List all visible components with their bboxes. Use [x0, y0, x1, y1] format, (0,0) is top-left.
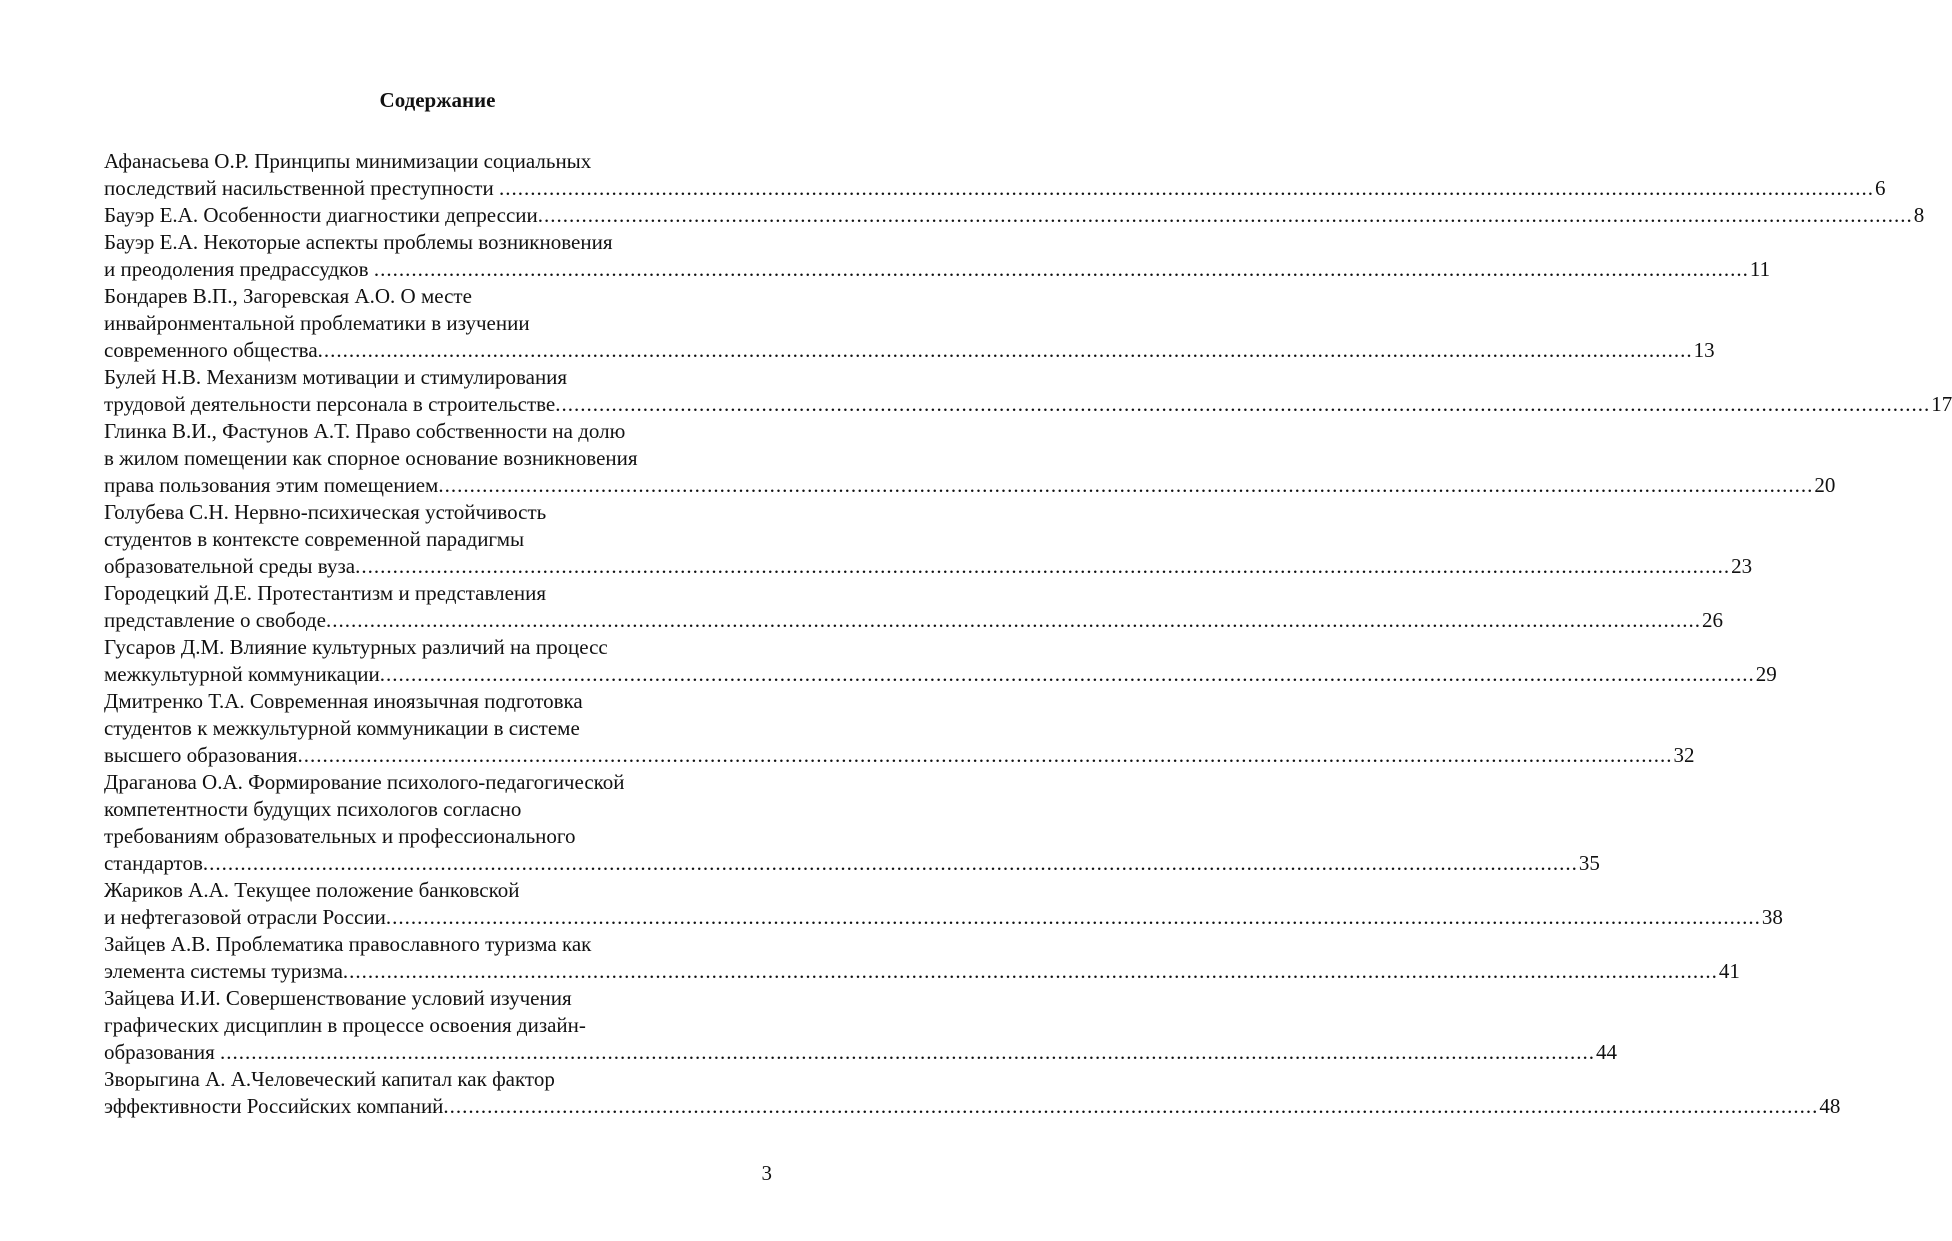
toc-entry-text: межкультурной коммуникации	[104, 662, 380, 686]
toc-entry-line: в жилом помещении как спорное основание возникновения	[104, 446, 638, 470]
toc-entry-page: 29	[1755, 662, 1777, 686]
toc-entry-page: 17	[1931, 392, 1952, 416]
table-of-contents	[104, 148, 1952, 1120]
toc-entry-line: студентов к межкультурной коммуникации в системе	[104, 716, 580, 740]
toc-entry-page: 6	[1874, 176, 1886, 200]
toc-entry-line: студентов в контексте современной парадигмы	[104, 527, 525, 551]
dot-leader: ............................................................................................................................................................................................................................	[385, 905, 1761, 929]
toc-entry-line: Зворыгина А. А.Человеческий капитал как фактор	[104, 1067, 555, 1091]
toc-entry	[104, 418, 1836, 499]
toc-entry-page: 41	[1718, 959, 1740, 983]
toc-entry-text: трудовой деятельности персонала в строительстве	[104, 392, 556, 416]
dot-leader: ............................................................................................................................................................................................................................	[555, 392, 1931, 416]
toc-entry-last-line	[104, 202, 1925, 229]
toc-entry	[104, 931, 1740, 985]
toc-entry-line: Зайцев А.В. Проблематика православного туризма как	[104, 932, 592, 956]
toc-entry-page: 38	[1761, 905, 1783, 929]
dot-leader: ............................................................................................................................................................................................................................	[498, 176, 1874, 200]
toc-entry-last-line	[104, 958, 1740, 985]
toc-entry-line: Булей Н.В. Механизм мотивации и стимулирования	[104, 365, 568, 389]
toc-entry	[104, 202, 1925, 229]
toc-entry-line: инвайронментальной проблематики в изучении	[104, 311, 530, 335]
dot-leader: ............................................................................................................................................................................................................................	[373, 257, 1749, 281]
toc-entry-line: Драганова О.А. Формирование психолого-педагогической	[104, 770, 625, 794]
toc-entry	[104, 769, 1600, 877]
toc-entry-last-line	[104, 850, 1600, 877]
toc-entry	[104, 634, 1777, 688]
toc-entry-text: Бауэр Е.А. Особенности диагностики депрессии	[104, 203, 538, 227]
toc-entry-text: права пользования этим помещением	[104, 473, 439, 497]
dot-leader: ............................................................................................................................................................................................................................	[537, 203, 1913, 227]
page-title: Содержание	[379, 88, 496, 112]
toc-entry-line: графических дисциплин в процессе освоения дизайн-	[104, 1013, 586, 1037]
dot-leader: ............................................................................................................................................................................................................................	[317, 338, 1693, 362]
toc-entry-line: требованиям образовательных и профессионального	[104, 824, 576, 848]
toc-entry-page: 48	[1819, 1094, 1841, 1118]
toc-entry-last-line	[104, 553, 1753, 580]
toc-entry-page: 13	[1693, 338, 1715, 362]
dot-leader: ............................................................................................................................................................................................................................	[220, 1040, 1596, 1064]
toc-entry	[104, 580, 1723, 634]
toc-entry-line: Бондарев В.П., Загоревская А.О. О месте	[104, 284, 472, 308]
toc-entry-text: последствий насильственной преступности	[104, 176, 499, 200]
toc-entry-page: 26	[1701, 608, 1723, 632]
toc-entry-last-line	[104, 904, 1783, 931]
toc-entry	[104, 1066, 1841, 1120]
toc-entry-last-line	[104, 742, 1695, 769]
toc-entry-page: 20	[1814, 473, 1836, 497]
dot-leader: ............................................................................................................................................................................................................................	[379, 662, 1755, 686]
toc-entry-line: Гусаров Д.М. Влияние культурных различий на процесс	[104, 635, 608, 659]
dot-leader: ............................................................................................................................................................................................................................	[438, 473, 1814, 497]
toc-entry	[104, 364, 1952, 418]
toc-entry-text: и нефтегазовой отрасли России	[104, 905, 386, 929]
toc-entry-line: Городецкий Д.Е. Протестантизм и представления	[104, 581, 547, 605]
toc-entry-text: стандартов	[104, 851, 203, 875]
page-number: 3	[761, 1161, 772, 1185]
dot-leader: ............................................................................................................................................................................................................................	[443, 1094, 1819, 1118]
toc-entry-last-line	[104, 1039, 1618, 1066]
toc-entry-last-line	[104, 1093, 1841, 1120]
toc-entry	[104, 499, 1753, 580]
toc-entry-text: представление о свободе	[104, 608, 326, 632]
toc-entry-last-line	[104, 391, 1952, 418]
toc-entry-page: 11	[1749, 257, 1771, 281]
toc-entry-text: элемента системы туризма	[104, 959, 343, 983]
dot-leader: ............................................................................................................................................................................................................................	[202, 851, 1578, 875]
toc-entry-text: образовательной среды вуза	[104, 554, 356, 578]
toc-entry-page: 32	[1673, 743, 1695, 767]
dot-leader: ............................................................................................................................................................................................................................	[355, 554, 1731, 578]
toc-entry-page: 44	[1596, 1040, 1618, 1064]
dot-leader: ............................................................................................................................................................................................................................	[297, 743, 1673, 767]
toc-entry-text: современного общества	[104, 338, 318, 362]
toc-entry	[104, 148, 1886, 202]
toc-entry-line: Дмитренко Т.А. Современная иноязычная подготовка	[104, 689, 583, 713]
toc-entry-text: высшего образования	[104, 743, 298, 767]
toc-entry-line: Афанасьева О.Р. Принципы минимизации социальных	[104, 149, 592, 173]
toc-entry-line: Зайцева И.И. Совершенствование условий изучения	[104, 986, 572, 1010]
toc-entry-text: образования	[104, 1040, 221, 1064]
toc-entry	[104, 985, 1618, 1066]
dot-leader: ............................................................................................................................................................................................................................	[325, 608, 1701, 632]
toc-entry-line: Жариков А.А. Текущее положение банковской	[104, 878, 520, 902]
toc-entry-text: эффективности Российских компаний	[104, 1094, 444, 1118]
dot-leader: ............................................................................................................................................................................................................................	[342, 959, 1718, 983]
toc-entry-last-line	[104, 661, 1777, 688]
toc-entry-page: 35	[1578, 851, 1600, 875]
toc-entry-line: Глинка В.И., Фастунов А.Т. Право собственности на долю	[104, 419, 626, 443]
toc-entry	[104, 688, 1695, 769]
toc-entry	[104, 877, 1783, 931]
toc-entry-last-line	[104, 607, 1723, 634]
toc-entry-last-line	[104, 256, 1771, 283]
toc-entry-line: Бауэр Е.А. Некоторые аспекты проблемы возникновения	[104, 230, 613, 254]
toc-entry	[104, 229, 1771, 283]
toc-entry-last-line	[104, 337, 1715, 364]
toc-entry-line: компетентности будущих психологов согласно	[104, 797, 522, 821]
toc-entry-text: и преодоления предрассудков	[104, 257, 374, 281]
toc-entry-page: 8	[1913, 203, 1925, 227]
toc-entry-page: 23	[1731, 554, 1753, 578]
toc-entry-last-line	[104, 472, 1836, 499]
toc-entry-last-line	[104, 175, 1886, 202]
toc-entry	[104, 283, 1715, 364]
toc-entry-line: Голубева С.Н. Нервно-психическая устойчивость	[104, 500, 547, 524]
